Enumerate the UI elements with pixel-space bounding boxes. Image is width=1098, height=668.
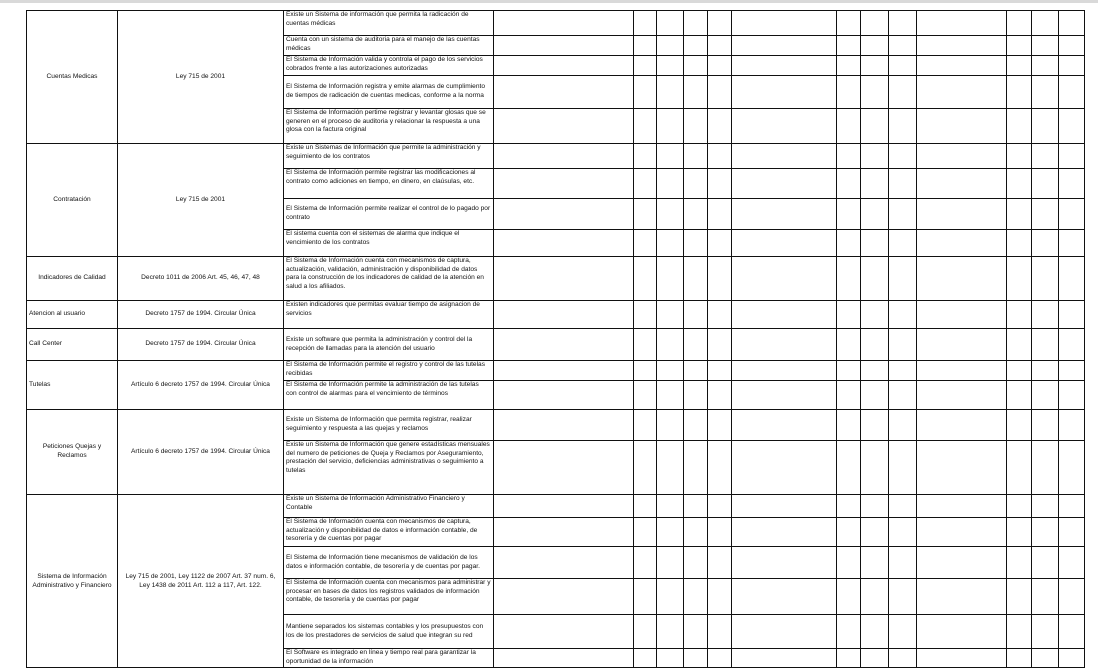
requirement-cell: El Sistema de Información pertime registrar y levantar glosas que se generen en el proceso de auditoria y relacionar la respuesta a una glosa con la factura original bbox=[286, 109, 486, 134]
category-cell: Call Center bbox=[29, 340, 62, 348]
requirement-cell: El Sistema de Información permite la administración de las tutelas con control de alarmas para el vencimiento de términos bbox=[286, 381, 479, 397]
requirement-cell: El sistema cuenta con el sistemas de alarma que indique el vencimiento de los contratos bbox=[286, 230, 460, 246]
requirement-cell: Mantiene separados los sistemas contables y los presupuestos con los de los prestadores de servicios de salud que integran su red bbox=[286, 622, 484, 639]
requirement-cell: Existe un Sistema de Información Administrativo Financiero y Contable bbox=[286, 495, 465, 511]
legal-basis-cell: Decreto 1011 de 2006 Art. 45, 46, 47, 48 bbox=[141, 274, 260, 282]
category-cell: Sistema de Información Administrativo y Financiero bbox=[32, 572, 112, 589]
requirement-cell: Existe un Sistema de Información que permita registrar, realizar seguimiento y respuesta a las quejas y reclamos bbox=[286, 416, 472, 432]
legal-basis-cell: Ley 715 de 2001 bbox=[175, 195, 226, 203]
legal-basis-cell: Decreto 1757 de 1994. Circular Única bbox=[145, 340, 256, 348]
requirement-cell: El Sistema de Información permite realizar el control de lo pagado por contrato bbox=[286, 205, 491, 221]
legal-basis-cell: Ley 715 de 2001 bbox=[175, 72, 226, 80]
requirement-cell: Cuenta con un sistema de auditoria para el manejo de las cuentas médicas bbox=[286, 36, 480, 52]
category-cell: Atencion al usuario bbox=[29, 310, 86, 318]
requirement-cell: El Sistema de Información valida y controla el pago de los servicios cobrados frente a las autorizaciones autorizadas bbox=[286, 56, 483, 72]
category-cell: Contratación bbox=[53, 195, 91, 203]
category-cell: Tutelas bbox=[29, 380, 51, 388]
requirement-cell: Existe un Sistema de Información que genere estadísticas mensuales del numero de peticiones de Queja y Reclamos por Aseguramiento, prestación del servicio, deficiencias administrativas o seguimiento a tutelas bbox=[286, 441, 490, 474]
category-cell: Cuentas Medicas bbox=[46, 72, 98, 80]
requirement-cell: El Sistema de Información permite registrar las modificaciones al contrato como adiciones en tiempo, en dinero, en claúsulas, etc. bbox=[286, 169, 476, 185]
requirement-cell: El Sistema de Información registra y emite alarmas de cumplimiento de tiempos de radicación de cuentas medicas, conforme a la norma bbox=[286, 83, 485, 99]
requirement-cell: Existe un Sistemas de Información que permite la administración y seguimiento de los contratos bbox=[286, 144, 481, 160]
requirement-cell: El Sistema de Información cuenta con mecanismos de captura, actualización y disponibilidad de datos e información contable, de tesorería y de cuentas por pagar bbox=[286, 518, 478, 543]
category-cell: Peticiones Quejas y Reclamos bbox=[42, 443, 102, 459]
requirement-cell: El Sistema de Información cuenta con mecanismos de captura, actualización, validación, administración y disponibilidad de datos para la construcción de los indicadores de calidad de la atención en salud a los afiliados. bbox=[286, 257, 484, 290]
requirement-cell: El Software es integrado en línea y tiempo real para garantizar la oportunidad de la información bbox=[286, 649, 476, 665]
requirement-cell: Existen indicadores que permitas evaluar tiempo de asignacion de servicios bbox=[286, 301, 480, 317]
requirement-cell: El Sistema de Información cuenta con mecanismos para administrar y procesar en bases de datos los registros validados de información contable, de tesorería y de cuentas por pagar bbox=[286, 579, 491, 604]
requirement-cell: El Sistema de Información permite el registro y control de las tutelas recibidas bbox=[286, 361, 486, 377]
requirement-cell: Existe un software que permita la administración y control del la recepción de llamadas para la atención del usuario bbox=[286, 335, 473, 352]
requirement-cell: El Sistema de Información tiene mecanismos de validación de los datos e información contable, de tesorería y de cuentas por pagar. bbox=[286, 553, 480, 570]
legal-basis-cell: Ley 715 de 2001, Ley 1122 de 2007 Art. 37 num. 6, Ley 1438 de 2011 Art. 112 a 117, Art. 122. bbox=[125, 572, 276, 589]
requirement-cell: Existe un Sistema de información que permita la radicación de cuentas médicas bbox=[286, 11, 469, 27]
legal-basis-cell: Artículo 6 decreto 1757 de 1994. Circular Única bbox=[131, 380, 270, 388]
category-cell: Indicadores de Calidad bbox=[38, 274, 106, 282]
legal-basis-cell: Decreto 1757 de 1994. Circular Única bbox=[145, 310, 256, 318]
legal-basis-cell: Artículo 6 decreto 1757 de 1994. Circular Única bbox=[131, 447, 270, 455]
